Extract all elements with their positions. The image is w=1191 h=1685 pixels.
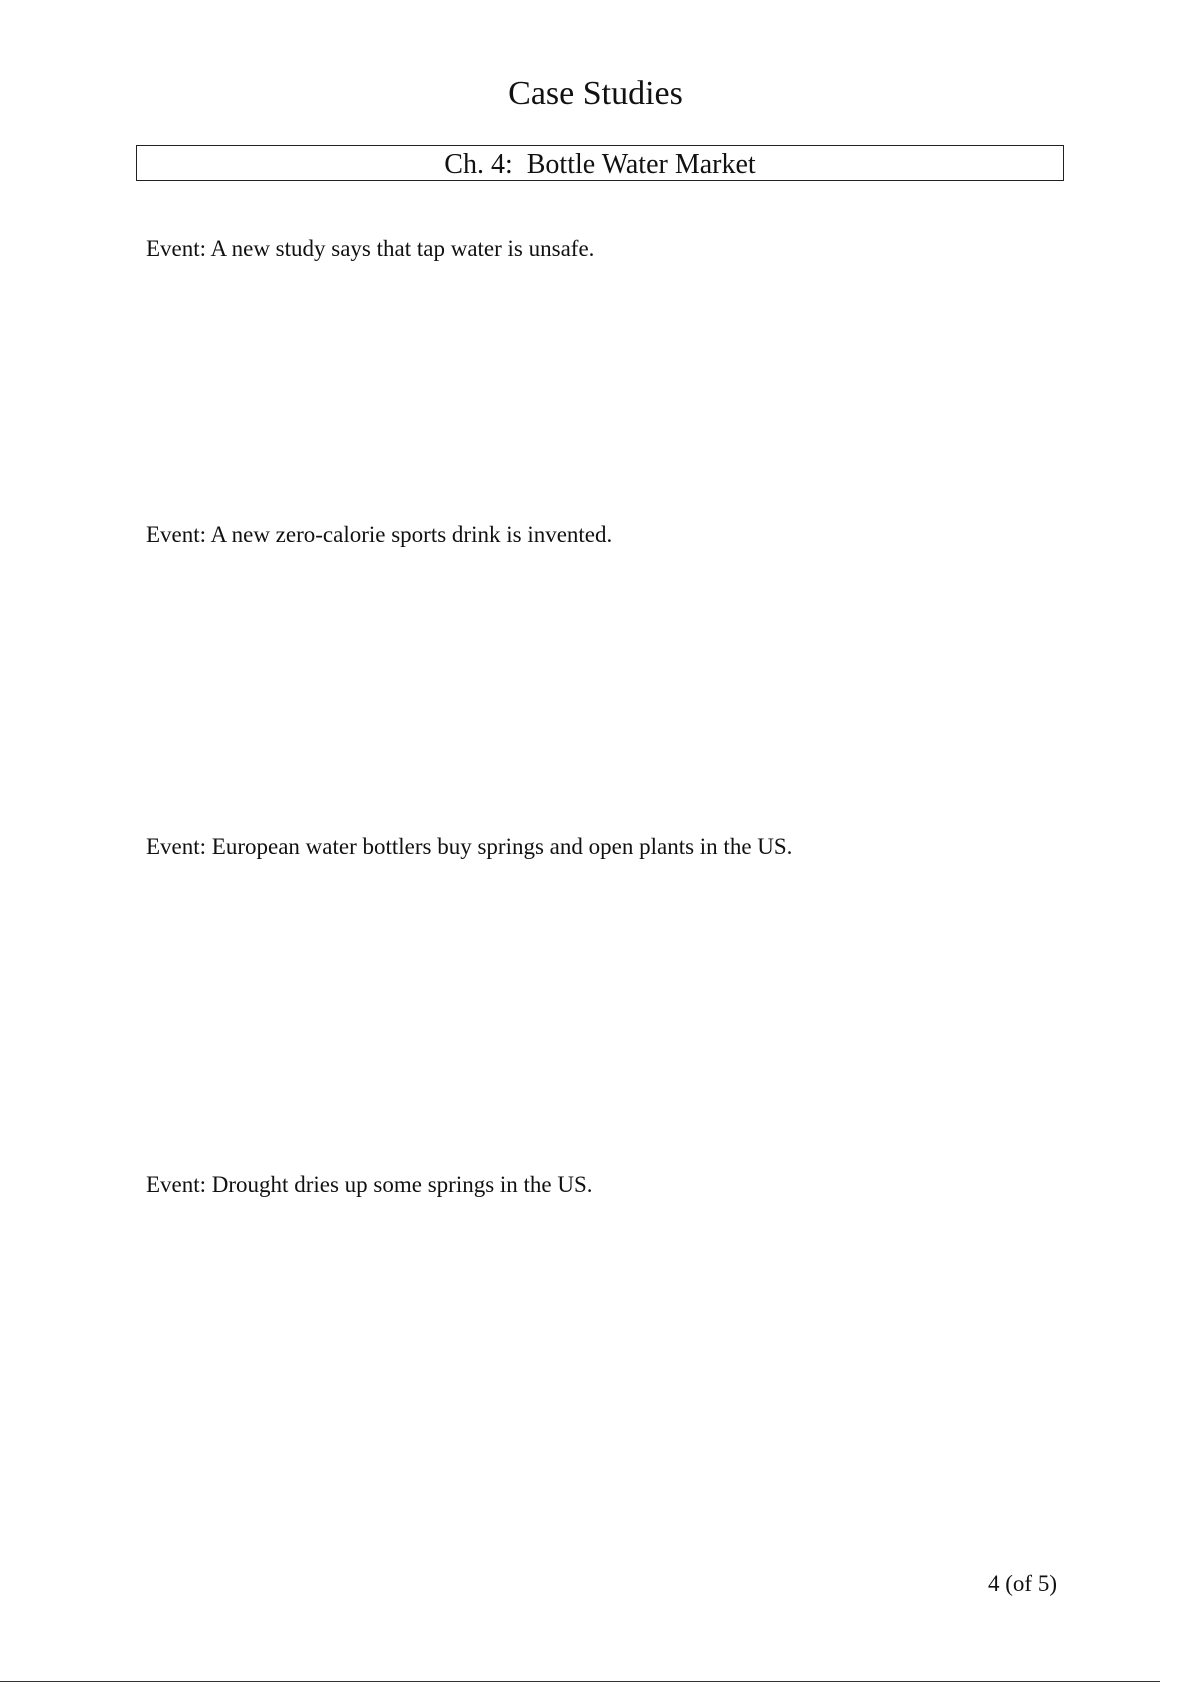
chapter-heading-box: Ch. 4: Bottle Water Market [136,145,1064,181]
page-number: 4 (of 5) [988,1571,1057,1596]
event-2: Event: A new zero-calorie sports drink is invented. [146,522,613,547]
bottom-divider [0,1681,1160,1682]
event-1: Event: A new study says that tap water is unsafe. [146,236,595,261]
event-3: Event: European water bottlers buy springs and open plants in the US. [146,834,793,859]
event-4: Event: Drought dries up some springs in the US. [146,1172,593,1197]
page-title: Case Studies [508,75,683,112]
